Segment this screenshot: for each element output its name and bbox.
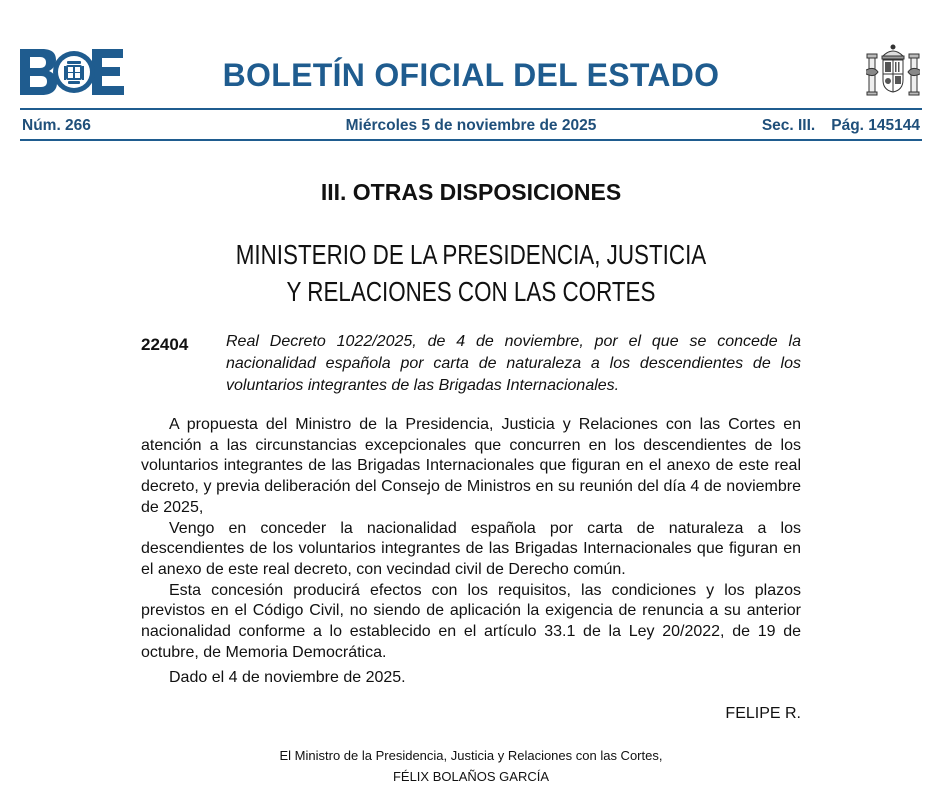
- section-label: Sec. III.: [761, 117, 816, 134]
- page-number: Pág. 145144: [831, 117, 920, 134]
- body-paragraph: Esta concesión producirá efectos con los requisitos, las condiciones y los plazos previstos en el Código Civil, no siendo de aplicación la exigencia de renuncia a su anterior nacionalidad conforme a lo establecido en el artículo 33.1 de la Ley 20/2022, de 19 de octubre, de Memoria Democrática.: [141, 581, 801, 661]
- disposition-caption: Real Decreto 1022/2025, de 4 de noviembre, por el que se concede la nacionalidad española por carta de naturaleza a los descendientes de los voluntarios integrantes de las Brigadas Internacionales.: [226, 333, 801, 394]
- disposition-number: 22404: [141, 335, 189, 354]
- minister-signature: [0, 745, 942, 787]
- minister-title: El Ministro de la Presidencia, Justicia y Relaciones con las Cortes,: [279, 748, 663, 763]
- ministry-heading: [94, 236, 848, 310]
- ministry-line-2: Y RELACIONES CON LAS CORTES: [286, 276, 656, 307]
- ministry-line-1: MINISTERIO DE LA PRESIDENCIA, JUSTICIA: [235, 239, 707, 270]
- minister-name: FÉLIX BOLAÑOS GARCÍA: [392, 769, 550, 784]
- header-rule-bottom: [20, 139, 922, 141]
- dated-line: Dado el 4 de noviembre de 2025.: [169, 669, 406, 686]
- body-paragraph: A propuesta del Ministro de la Presidencia, Justicia y Relaciones con las Cortes en atención a las circunstancias excepcionales que concurren en los descendientes de los voluntarios integrantes de las Brigadas Internacionales que figuran en el anexo de este real decreto, y previa deliberación del Consejo de Ministros en su reunión del día 4 de noviembre de 2025,: [141, 416, 801, 516]
- body-paragraph: Vengo en conceder la nacionalidad española por carta de naturaleza a los descendientes de los voluntarios integrantes de las Brigadas Internacionales que figuran en el anexo de este real decreto, con vecindad civil de Derecho común.: [141, 519, 801, 578]
- section-title: III. OTRAS DISPOSICIONES: [320, 179, 622, 205]
- issue-number: Núm. 266: [22, 117, 91, 134]
- coat-of-arms-icon: [866, 42, 920, 98]
- header-rule-top: [20, 108, 922, 110]
- section-page: [762, 116, 920, 136]
- gazette-title: BOLETÍN OFICIAL DEL ESTADO: [222, 57, 720, 93]
- issue-date: Miércoles 5 de noviembre de 2025: [345, 117, 597, 134]
- royal-signature: FELIPE R.: [725, 705, 801, 722]
- decree-body: [141, 415, 801, 663]
